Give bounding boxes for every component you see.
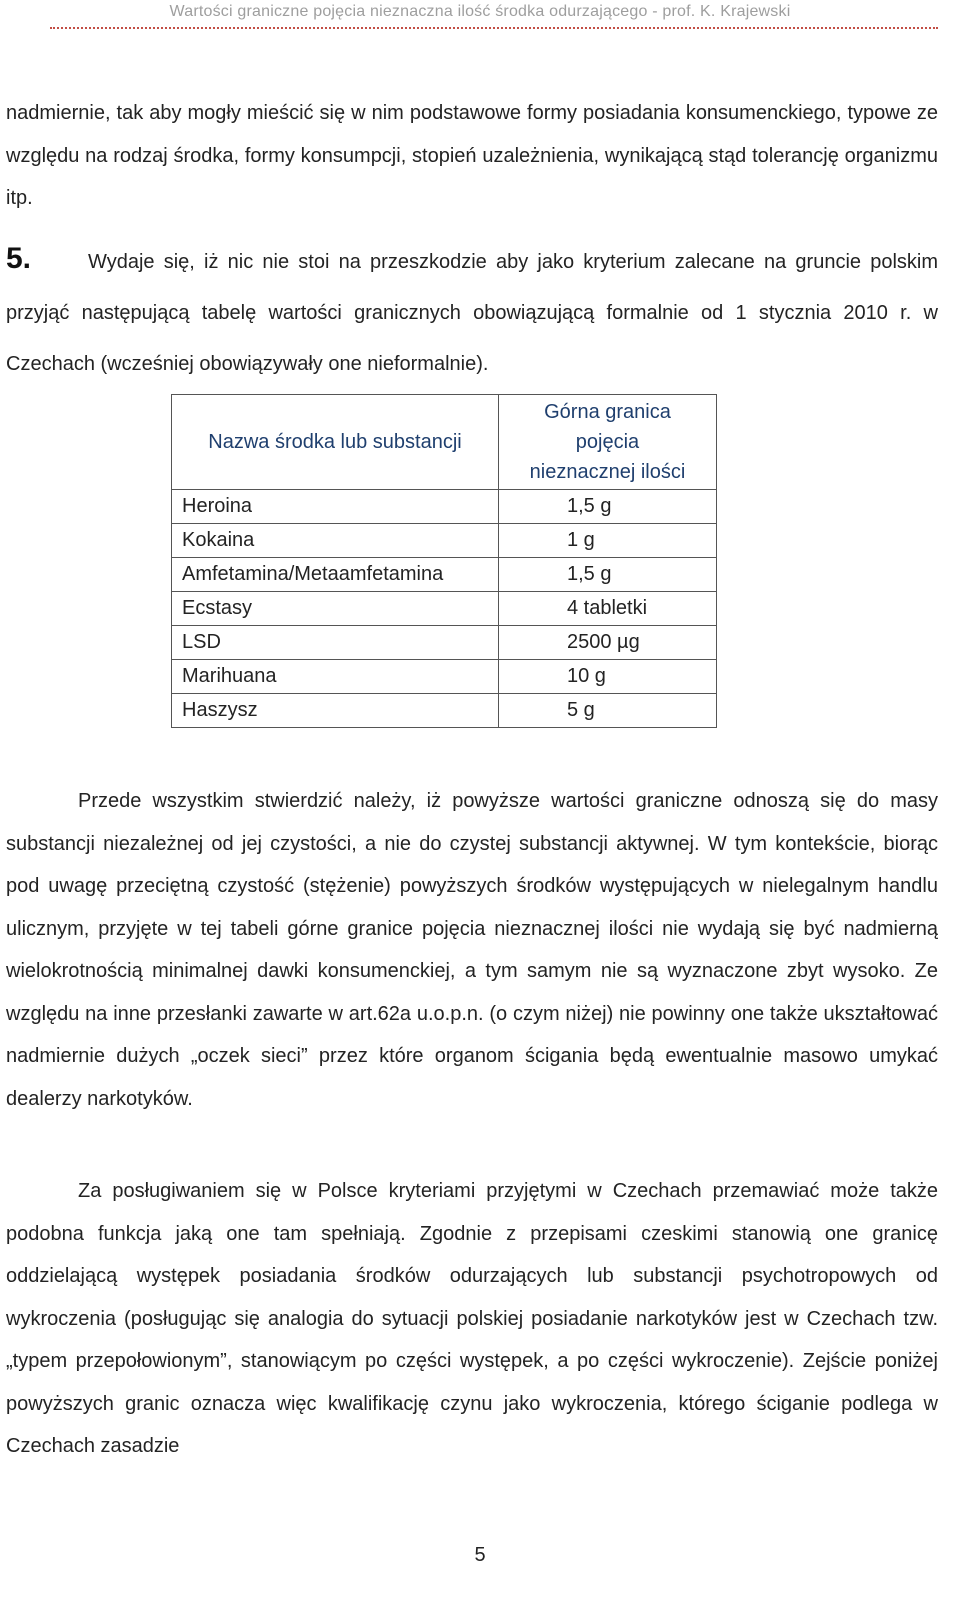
point-5 (6, 233, 938, 390)
column-header-limit (499, 395, 717, 490)
header-divider (50, 27, 938, 29)
column-header-substance: Nazwa środka lub substancji (172, 395, 499, 490)
point-number: 5. (6, 242, 32, 275)
table-row (172, 524, 717, 558)
paragraph-after-table (6, 780, 938, 1120)
table-row (172, 490, 717, 524)
paragraph-last (6, 1170, 938, 1468)
table-row (172, 626, 717, 660)
limit-value: 10 g (499, 660, 717, 694)
paragraph-after-table-text: Przede wszystkim stwierdzić należy, iż powyższe wartości graniczne odnoszą się do masy substancji niezależnej od jej czystości, a nie do czystej substancji aktywnej. W tym kontekście, biorąc pod uwagę przeciętną czystość (stężenie) powyższych środków występujących w nielegalnym handlu ulicznym, przyjęte w tej tabeli górne granice pojęcia nieznacznej ilości nie wydają się być nadmierną wielokrotnością minimalnej dawki konsumenckiej, a tym samym nie są wyznaczone zbyt wysoko. Ze względu na inne przesłanki zawarte w art.62a u.o.p.n. (o czym niżej) nie powinny one także ukształtować nadmiernie dużych „oczek sieci” przez które organom ścigania będą ewentualnie masowo umykać dealerzy narkotyków. (6, 790, 938, 1110)
point-5-text: Wydaje się, iż nic nie stoi na przeszkodzie aby jako kryterium zalecane na gruncie polskim przyjąć następującą tabelę wartości granicznych obowiązującą formalnie od 1 stycznia 2010 r. w Czechach (wcześniej obowiązywały one nieformalnie). (6, 251, 938, 375)
table-header-row (172, 395, 717, 490)
substance-name: Marihuana (172, 660, 499, 694)
substance-name: Kokaina (172, 524, 499, 558)
table-row (172, 694, 717, 728)
threshold-table (171, 394, 717, 728)
substance-name: Haszysz (172, 694, 499, 728)
page-header (0, 0, 960, 30)
paragraph-last-text: Za posługiwaniem się w Polsce kryteriami przyjętymi w Czechach przemawiać może także podobna funkcja jaką one tam spełniają. Zgodnie z przepisami czeskimi stanowią one granicę oddzielającą występek posiadania środków odurzających lub substancji psychotropowych od wykroczenia (posługując się analogia do sytuacji polskiej posiadanie narkotyków jest w Czechach tzw. „typem przepołowionym”, stanowiącym po części występek, a po części wykroczenie). Zejście poniżej powyższych granic oznacza więc kwalifikację czynu jako wykroczenia, którego ściganie podlega w Czechach zasadzie (6, 1180, 938, 1457)
substance-name: LSD (172, 626, 499, 660)
column-header-limit-line: Górna granica (544, 401, 671, 423)
limit-value: 1,5 g (499, 490, 717, 524)
limit-value: 1 g (499, 524, 717, 558)
limit-value: 4 tabletki (499, 592, 717, 626)
intro-paragraph: nadmiernie, tak aby mogły mieścić się w nim podstawowe formy posiadania konsumenckiego, typowe ze względu na rodzaj środka, formy konsumpcji, stopień uzależnienia, wynikającą stąd tolerancję organizmu itp. (6, 102, 938, 209)
table-row (172, 592, 717, 626)
table-row (172, 558, 717, 592)
column-header-limit-line: nieznacznej ilości (529, 461, 686, 483)
substance-name: Amfetamina/Metaamfetamina (172, 558, 499, 592)
substance-name: Heroina (172, 490, 499, 524)
limit-value: 5 g (499, 694, 717, 728)
substance-name: Ecstasy (172, 592, 499, 626)
page-number: 5 (474, 1544, 486, 1566)
limit-value: 2500 µg (499, 626, 717, 660)
limit-value: 1,5 g (499, 558, 717, 592)
running-title: Wartości graniczne pojęcia nieznaczna ilość środka odurzającego - prof. K. Krajewski (169, 3, 791, 20)
table-row (172, 660, 717, 694)
column-header-limit-line: pojęcia (575, 431, 640, 453)
